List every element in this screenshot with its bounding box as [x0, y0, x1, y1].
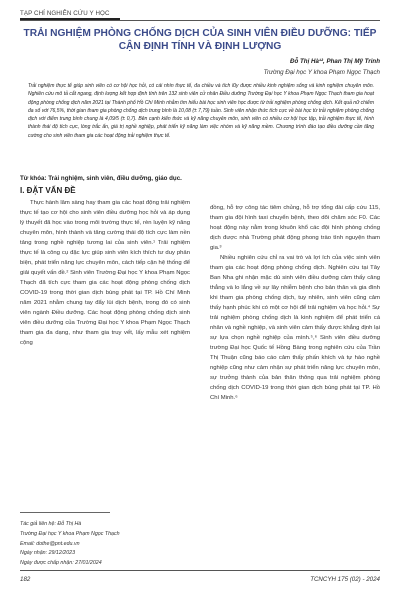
footnote-affiliation: Trường Đại học Y khoa Phạm Ngọc Thạch — [20, 530, 120, 537]
body-column-left — [20, 198, 190, 348]
body-column-right — [210, 203, 380, 403]
footnote-rule — [20, 512, 110, 513]
footnote-author: Tác giả liên hệ: Đỗ Thị Hà — [20, 521, 82, 527]
footnote-received: Ngày nhận: 29/12/2023 — [20, 550, 76, 557]
journal-reference: TCNCYH 175 (02) - 2024 — [310, 576, 380, 583]
section-heading-introduction: I. ĐẶT VẤN ĐỀ — [20, 186, 76, 195]
article-affiliation: Trường Đại học Y khoa Phạm Ngọc Thạch — [263, 69, 380, 76]
header-rule — [20, 20, 380, 21]
keywords: Từ khóa: Trải nghiệm, sinh viên, điều dưỡng, giáo dục. — [20, 175, 182, 182]
body-paragraph: Thực hành lâm sàng hay tham gia các hoạt động trải nghiệm thực tế tạo cơ hội cho sinh viên điều dưỡng học hỏi và áp dụng lý thuyết đã học vào trong môi trường thực tế, rèn luyện kỹ năng chuyên môn, hình thành và tăng cường thái độ tích cực làm nền tảng trong nghề nghiệp tương lai của sinh viên.¹ Trải nghiệm thực tế là công cụ đặc lực giúp sinh viên kích thích tư duy phản biện, phát triển năng lực chuyên môn, cách tiếp cận hệ thống để giải quyết vấn đề.² Sinh viên Trường Đại học Y khoa Phạm Ngọc Thạch đã tích cực tham gia các hoạt động phòng chống dịch COVID-19 trong thời gian dịch bùng phát tại TP. Hồ Chí Minh năm 2021 nhằm chung tay đẩy lùi dịch bệnh, trong đó có sinh viên ngành Điều dưỡng. Các hoạt động phòng chống dịch sinh viên điều dưỡng của Trường Đại học Y khoa Phạm Ngọc Thạch tham gia đa dạng, như tham gia truy vết, lấy mẫu xét nghiệm cộng — [20, 200, 190, 346]
body-paragraph: đồng, hỗ trợ công tác tiêm chủng, hỗ trợ tổng đài cấp cứu 115, tham gia đội hình taxi chuyển bệnh, theo dõi chăm sóc F0. Các hoạt động này nằm trong khuôn khổ các đội hình phòng chống dịch được nhà Trường phát động phong trào tình nguyện tham gia.³ — [210, 205, 380, 251]
footnote-accepted: Ngày được chấp nhận: 27/01/2024 — [20, 560, 102, 567]
journal-label: TẠP CHÍ NGHIÊN CỨU Y HỌC — [20, 10, 110, 17]
body-paragraph: Nhiều nghiên cứu chỉ ra vai trò và lợi ích của việc sinh viên tham gia các hoạt động phòng chống dịch. Nghiên cứu tại Tây Ban Nha ghi nhận mặc dù sinh viên điều dưỡng cảm thấy căng thẳng và lo lắng về sự lây nhiễm bệnh cho bản thân và gia đình khi tham gia phòng chống dịch, tuy nhiên, sinh viên cũng cảm thấy hạnh phúc khi có một cơ hội để trải nghiệm và học hỏi.⁴ Sự trải nghiệm phòng chống dịch là kinh nghiệm để phát triển cá nhân và nghề nghiệp, và sinh viên cảm thấy được khẳng định lại sự lựa chọn nghề nghiệp của mình.⁵,⁶ Sinh viên điều dưỡng trường Đại học Quốc tế Hồng Bàng trong nghiên cứu của Trần Thị Thuận cũng báo cáo cảm thấy phấn khích và tự hào nghề nghiệp cũng như cảm nhận sự phát triển năng lực chuyên môn, sự trưởng thành của bản thân thông qua trải nghiệm phòng chống dịch COVID-19 trong thời gian dịch bùng phát tại TP. Hồ Chí Minh.⁶ — [210, 255, 380, 401]
article-authors: Đỗ Thị Hà¹², Phan Thị Mỹ Trinh — [290, 58, 380, 65]
footnotes — [20, 520, 190, 569]
footnote-email: Email: dothe@pnt.edu.vn — [20, 540, 80, 547]
abstract-text: Trải nghiệm thực tế giúp sinh viên có cơ hội học hỏi, có cái nhìn thực tế, đa chiều và tích lũy được nhiều kinh nghiệm sống và kinh nghiệm chuyên môn. Nghiên cứu mô tả cắt ngang, định lượng kết hợp định tính trên 132 sinh viên cử nhân Điều dưỡng Trường Đại học Y khoa Phạm Ngọc Thạch tham gia hoạt động phòng chống dịch năm 2021 tại Thành phố Hồ Chí Minh nhằm tìm hiểu bài học sinh viên học được từ trải nghiệm phòng chống dịch. Kết quả nữ chiếm đa số với 76,5%, thời gian tham gia phòng chống dịch trung bình là 10,08 (± 7,79) tuần. Sinh viên nhận thức tích cực về bài học từ trải nghiệm phòng chống dịch với điểm trung bình chung là 4,09/5 (± 0,7). Bên cạnh kiến thức và kỹ năng chuyên môn, sinh viên có nhiều cơ hội học tập, trải nghiệm thực tế, hình thành thái độ tích cực, lòng trắc ẩn, giá trị nghề nghiệp, phát triển kỹ năng làm việc nhóm và kỹ năng mềm. Chương trình đào tạo điều dưỡng cần tăng cường cho sinh viên tham gia các hoạt động trải nghiệm thực tế. — [28, 83, 374, 139]
article-title: TRẢI NGHIỆM PHÒNG CHỐNG DỊCH CỦA SINH VIÊN ĐIỀU DƯỠNG: TIẾP CẬN ĐỊNH TÍNH VÀ ĐỊNH LƯỢNG — [23, 28, 377, 52]
footer-rule — [20, 570, 380, 571]
page-number: 182 — [20, 576, 31, 583]
